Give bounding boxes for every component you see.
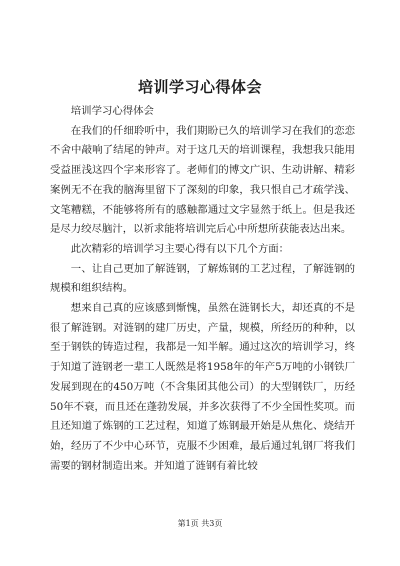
page-title: 培训学习心得体会: [137, 78, 262, 96]
paragraph-point-one: 一、让自己更加了解涟钢，了解炼钢的工艺过程，了解涟钢的规模和组织结构。: [50, 262, 355, 295]
document-body: [50, 102, 355, 476]
paragraph-intro: 在我们的仟细聆听中，我们期盼已久的培训学习在我们的恋恋不舍中敲响了结尾的钟声。对于这几天的培训课程，我想我只能用受益匪浅这四个字来形容了。老师们的博文广识、生动讲解、精彩案例无不在我的脑海里留下了深刻的印象，我只恨自己才疏学浅、文笔糟糕，不能够将所有的感触都通过文字显然于纸上。但是我还是尽力绞尽脑汁，以祈求能将培训完后心中所想所获能表达出来。: [50, 124, 355, 236]
page-number-footer: 第1页 共3页: [177, 519, 223, 528]
paragraph-summary: 此次精彩的培训学习主要心得有以下几个方面：: [70, 242, 289, 255]
paragraph-heading: 培训学习心得体会: [70, 105, 154, 117]
paragraph-reflection: 想来自己真的应该感到惭愧，虽然在涟钢长大，却还真的不是很了解涟钢。对涟钢的建厂历史，产量，规模，所经历的种种，以至于钢铁的铸造过程，我都是一知半解。通过这次的培训学习，终于知道了涟钢老一辈工人既然是将1958年的年产5万吨的小钢铁厂发展到现在的450万吨（不含集团其他公司）的大型钢铁厂，历经50年不衰，而且还在蓬勃发展，并多次获得了不少全国性奖项。而且还知道了炼钢的工艺过程，知道了炼钢最开始是从焦化、烧结开始，经历了不少中心环节，克服不少困难，最后通过轧钢厂将我们需要的钢材制造出来。并知道了涟钢有着比较: [50, 302, 355, 472]
